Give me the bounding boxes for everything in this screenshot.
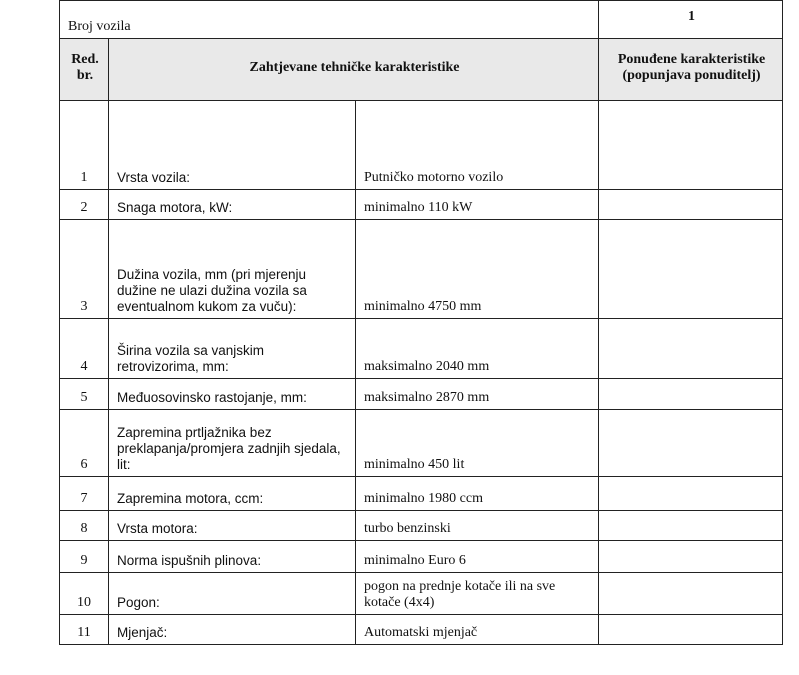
table-row <box>60 101 783 190</box>
table-row <box>60 220 783 319</box>
characteristic-name: Zapremina prtljažnika bez preklapanja/promjera zadnjih sjedala, lit: <box>109 410 356 477</box>
row-number: 8 <box>60 511 109 541</box>
table-row <box>60 379 783 410</box>
row-number: 5 <box>60 379 109 410</box>
row-number: 4 <box>60 319 109 379</box>
header-offered-characteristics: Ponuđene karakteristike (popunjava ponuditelj) <box>599 39 783 101</box>
vehicle-number: 1 <box>599 1 783 39</box>
table-row <box>60 615 783 645</box>
offered-value-cell[interactable] <box>599 511 783 541</box>
table-row <box>60 573 783 615</box>
offered-value-cell[interactable] <box>599 573 783 615</box>
offered-value-cell[interactable] <box>599 410 783 477</box>
characteristic-value: minimalno 110 kW <box>356 190 599 220</box>
specification-table <box>59 0 783 645</box>
table-row <box>60 511 783 541</box>
row-number: 7 <box>60 477 109 511</box>
offered-value-cell[interactable] <box>599 615 783 645</box>
row-number: 11 <box>60 615 109 645</box>
offered-value-cell[interactable] <box>599 190 783 220</box>
characteristic-value: minimalno Euro 6 <box>356 541 599 573</box>
characteristic-name: Širina vozila sa vanjskim retrovizorima, mm: <box>109 319 356 379</box>
characteristic-value: maksimalno 2040 mm <box>356 319 599 379</box>
characteristic-value: pogon na prednje kotače ili na sve kotače (4x4) <box>356 573 599 615</box>
vehicle-number-row <box>60 1 783 39</box>
characteristic-name: Dužina vozila, mm (pri mjerenju dužine ne ulazi dužina vozila sa eventualnom kukom za vuču): <box>109 220 356 319</box>
row-number: 2 <box>60 190 109 220</box>
row-number: 1 <box>60 101 109 190</box>
characteristic-value: turbo benzinski <box>356 511 599 541</box>
row-number: 10 <box>60 573 109 615</box>
characteristic-value: minimalno 450 lit <box>356 410 599 477</box>
characteristic-value: maksimalno 2870 mm <box>356 379 599 410</box>
characteristic-name: Zapremina motora, ccm: <box>109 477 356 511</box>
header-required-characteristics: Zahtjevane tehničke karakteristike <box>109 39 599 101</box>
row-number: 3 <box>60 220 109 319</box>
row-number: 6 <box>60 410 109 477</box>
characteristic-value: minimalno 4750 mm <box>356 220 599 319</box>
table-row <box>60 541 783 573</box>
characteristic-value: Putničko motorno vozilo <box>356 101 599 190</box>
table-row <box>60 190 783 220</box>
header-row-number: Red. br. <box>60 39 109 101</box>
characteristic-name: Pogon: <box>109 573 356 615</box>
offered-value-cell[interactable] <box>599 101 783 190</box>
table-row <box>60 410 783 477</box>
characteristic-value: Automatski mjenjač <box>356 615 599 645</box>
offered-value-cell[interactable] <box>599 379 783 410</box>
row-number: 9 <box>60 541 109 573</box>
characteristic-name: Snaga motora, kW: <box>109 190 356 220</box>
characteristic-name: Vrsta vozila: <box>109 101 356 190</box>
header-row <box>60 39 783 101</box>
offered-value-cell[interactable] <box>599 319 783 379</box>
characteristic-name: Vrsta motora: <box>109 511 356 541</box>
table-row <box>60 319 783 379</box>
offered-value-cell[interactable] <box>599 477 783 511</box>
vehicle-label: Broj vozila <box>60 1 599 39</box>
characteristic-name: Norma ispušnih plinova: <box>109 541 356 573</box>
offered-value-cell[interactable] <box>599 541 783 573</box>
characteristic-value: minimalno 1980 ccm <box>356 477 599 511</box>
table-row <box>60 477 783 511</box>
characteristic-name: Međuosovinsko rastojanje, mm: <box>109 379 356 410</box>
characteristic-name: Mjenjač: <box>109 615 356 645</box>
offered-value-cell[interactable] <box>599 220 783 319</box>
